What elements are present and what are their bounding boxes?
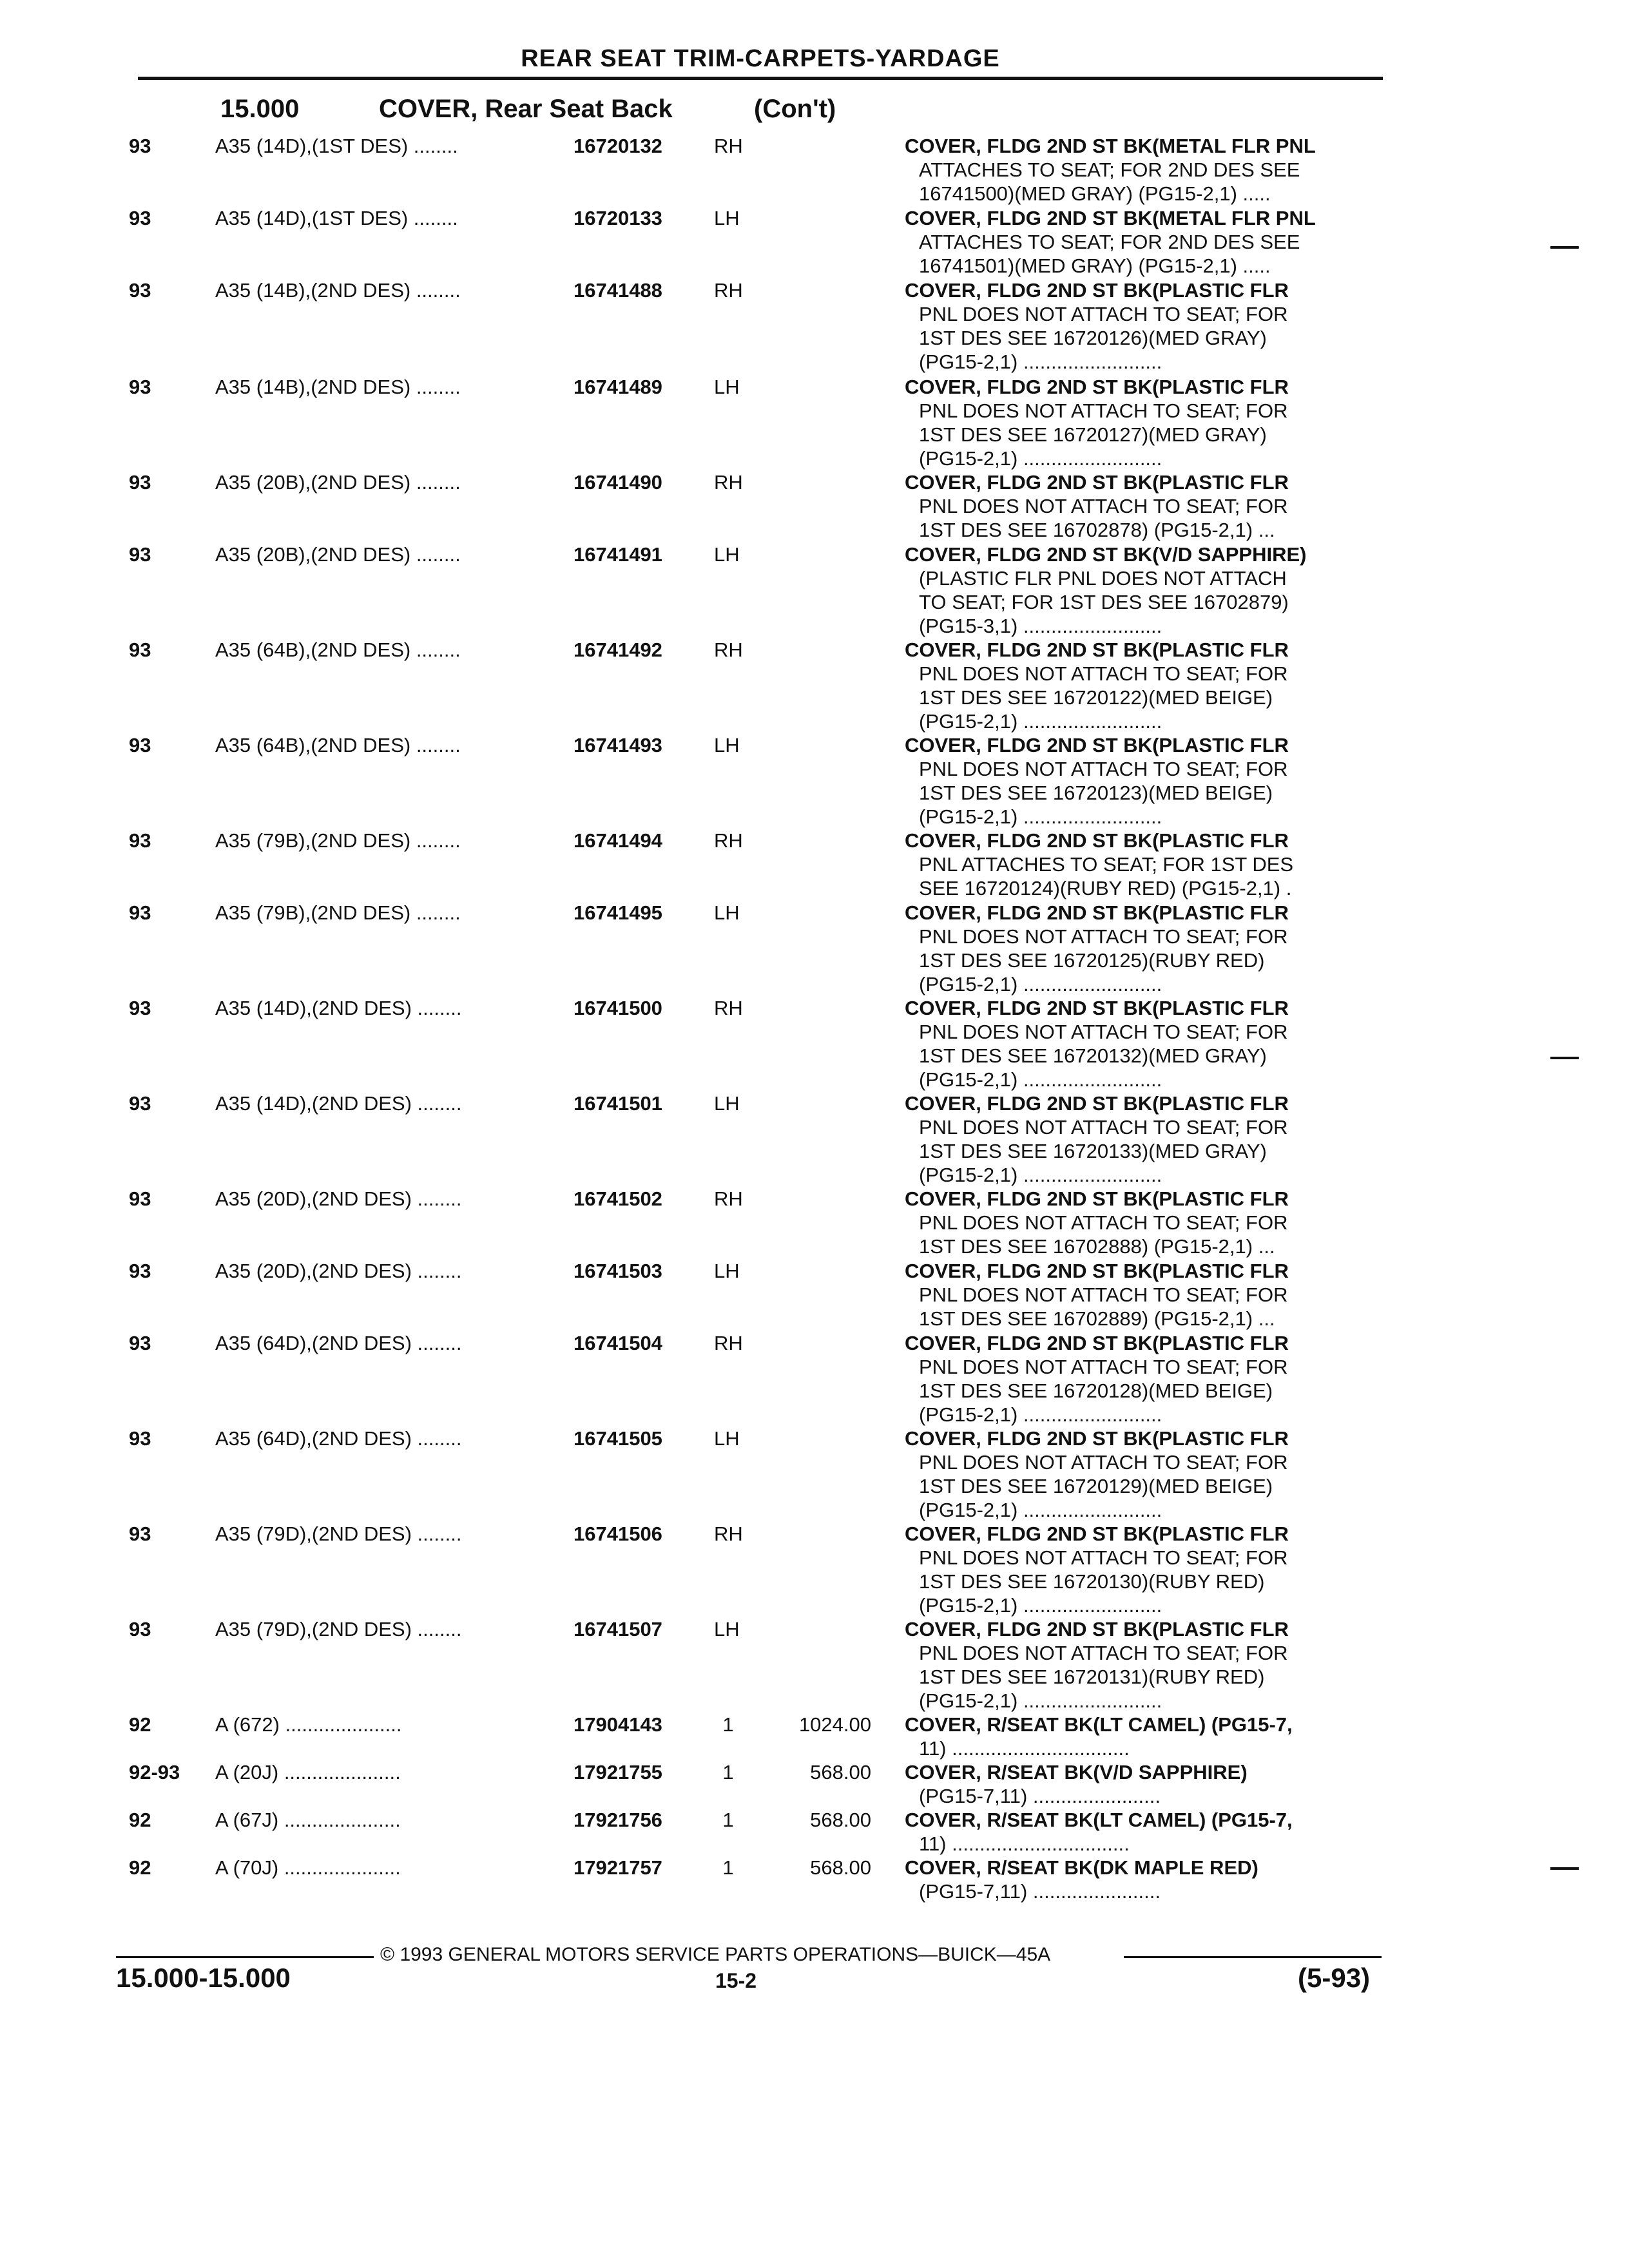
description-line: 1ST DES SEE 16720127)(MED GRAY) <box>919 423 1267 446</box>
model-year: 93 <box>129 1332 151 1354</box>
side-indicator: LH <box>714 543 740 566</box>
description-line: COVER, FLDG 2ND ST BK(METAL FLR PNL <box>905 135 1316 157</box>
model-code: A (20J) ..................... <box>215 1761 401 1783</box>
description-line: (PLASTIC FLR PNL DOES NOT ATTACH <box>919 567 1287 590</box>
description <box>905 1259 1382 1331</box>
model-year: 92 <box>129 1809 151 1831</box>
description <box>905 829 1382 900</box>
model-year: 93 <box>129 135 151 157</box>
description-line: (PG15-2,1) ......................... <box>919 973 1162 995</box>
description-line: PNL DOES NOT ATTACH TO SEAT; FOR <box>919 1451 1288 1474</box>
model-year: 93 <box>129 997 151 1019</box>
footer-date: (5-93) <box>1298 1963 1371 1993</box>
description-line: 1ST DES SEE 16720126)(MED GRAY) <box>919 327 1267 349</box>
model-code: A35 (14B),(2ND DES) ........ <box>215 376 461 398</box>
description-line: PNL DOES NOT ATTACH TO SEAT; FOR <box>919 495 1288 517</box>
footer-range: 15.000-15.000 <box>116 1963 291 1993</box>
model-code: A35 (79D),(2ND DES) ........ <box>215 1618 462 1640</box>
description-line: COVER, FLDG 2ND ST BK(PLASTIC FLR <box>905 279 1289 302</box>
description-line: PNL DOES NOT ATTACH TO SEAT; FOR <box>919 1211 1288 1234</box>
description-line: (PG15-2,1) ......................... <box>919 1164 1162 1186</box>
part-number: 16720133 <box>574 207 662 229</box>
description-line: (PG15-2,1) ......................... <box>919 1689 1162 1712</box>
footer-page-number: 15-2 <box>715 1969 757 1992</box>
side-indicator: RH <box>714 1187 743 1210</box>
quantity: 1 <box>722 1713 734 1736</box>
model-year: 93 <box>129 734 151 756</box>
model-code: A35 (64B),(2ND DES) ........ <box>215 734 461 756</box>
model-code: A35 (79B),(2ND DES) ........ <box>215 901 461 924</box>
side-indicator: RH <box>714 471 743 494</box>
model-year: 93 <box>129 1523 151 1545</box>
model-code: A35 (79B),(2ND DES) ........ <box>215 829 461 852</box>
description-line: (PG15-2,1) ......................... <box>919 1499 1162 1521</box>
quantity: 1 <box>722 1809 734 1831</box>
side-indicator: RH <box>714 829 743 852</box>
description <box>905 134 1382 206</box>
description-line: 11) ................................ <box>919 1737 1130 1760</box>
description <box>905 1856 1382 1903</box>
description-line: (PG15-2,1) ......................... <box>919 447 1162 470</box>
description-line: COVER, R/SEAT BK(DK MAPLE RED) <box>905 1856 1258 1879</box>
description <box>905 278 1382 374</box>
description-line: COVER, FLDG 2ND ST BK(PLASTIC FLR <box>905 901 1289 924</box>
model-year: 93 <box>129 471 151 494</box>
description-line: 11) ................................ <box>919 1832 1130 1855</box>
description-line: (PG15-2,1) ......................... <box>919 351 1162 373</box>
margin-tick <box>1550 246 1579 249</box>
part-number: 16741507 <box>574 1618 662 1640</box>
part-number: 16741503 <box>574 1260 662 1282</box>
part-number: 16741506 <box>574 1523 662 1545</box>
model-code: A35 (64D),(2ND DES) ........ <box>215 1427 462 1450</box>
side-indicator: RH <box>714 639 743 661</box>
description-line: (PG15-2,1) ......................... <box>919 1594 1162 1617</box>
part-number: 16741504 <box>574 1332 662 1354</box>
description-line: COVER, FLDG 2ND ST BK(PLASTIC FLR <box>905 1332 1289 1354</box>
model-year: 93 <box>129 901 151 924</box>
model-code: A35 (20D),(2ND DES) ........ <box>215 1260 462 1282</box>
model-year: 92-93 <box>129 1761 180 1783</box>
model-code: A (67J) ..................... <box>215 1809 401 1831</box>
description-line: COVER, FLDG 2ND ST BK(PLASTIC FLR <box>905 734 1289 756</box>
part-number: 16720132 <box>574 135 662 157</box>
description-line: 1ST DES SEE 16720129)(MED BEIGE) <box>919 1475 1273 1497</box>
part-number: 17921757 <box>574 1856 662 1879</box>
footer-rule-right <box>1124 1956 1382 1958</box>
side-indicator: RH <box>714 1523 743 1545</box>
description-line: (PG15-7,11) ....................... <box>919 1785 1161 1807</box>
model-year: 93 <box>129 639 151 661</box>
side-indicator: LH <box>714 734 740 756</box>
description-line: COVER, FLDG 2ND ST BK(PLASTIC FLR <box>905 1092 1289 1115</box>
description-line: 1ST DES SEE 16720133)(MED GRAY) <box>919 1140 1267 1162</box>
part-number: 17904143 <box>574 1713 662 1736</box>
description-line: 1ST DES SEE 16702888) (PG15-2,1) ... <box>919 1235 1275 1258</box>
description <box>905 543 1382 638</box>
description <box>905 1187 1382 1258</box>
description <box>905 733 1382 829</box>
description-line: COVER, FLDG 2ND ST BK(PLASTIC FLR <box>905 1618 1289 1640</box>
part-number: 16741493 <box>574 734 662 756</box>
model-year: 93 <box>129 279 151 302</box>
description-line: COVER, FLDG 2ND ST BK(PLASTIC FLR <box>905 997 1289 1019</box>
description-line: PNL DOES NOT ATTACH TO SEAT; FOR <box>919 399 1288 422</box>
model-code: A35 (20D),(2ND DES) ........ <box>215 1187 462 1210</box>
quantity: 1 <box>722 1761 734 1783</box>
description-line: 16741501)(MED GRAY) (PG15-2,1) ..... <box>919 255 1271 277</box>
description <box>905 470 1382 542</box>
description <box>905 1091 1382 1187</box>
side-indicator: RH <box>714 997 743 1019</box>
part-number: 16741494 <box>574 829 662 852</box>
description <box>905 1331 1382 1427</box>
description-line: (PG15-2,1) ......................... <box>919 1403 1162 1426</box>
model-year: 93 <box>129 207 151 229</box>
description-line: COVER, FLDG 2ND ST BK(PLASTIC FLR <box>905 1260 1289 1282</box>
description-line: COVER, FLDG 2ND ST BK(PLASTIC FLR <box>905 639 1289 661</box>
side-indicator: RH <box>714 279 743 302</box>
price: 568.00 <box>810 1856 871 1879</box>
part-number: 16741505 <box>574 1427 662 1450</box>
description-line: COVER, FLDG 2ND ST BK(PLASTIC FLR <box>905 1187 1289 1210</box>
model-year: 92 <box>129 1713 151 1736</box>
margin-tick <box>1550 1867 1579 1870</box>
description <box>905 901 1382 996</box>
description <box>905 1760 1382 1808</box>
side-indicator: LH <box>714 376 740 398</box>
description-line: (PG15-7,11) ....................... <box>919 1880 1161 1903</box>
footer-rule-left <box>116 1956 374 1958</box>
description-line: 1ST DES SEE 16702878) (PG15-2,1) ... <box>919 519 1275 541</box>
description-line: PNL DOES NOT ATTACH TO SEAT; FOR <box>919 1021 1288 1043</box>
part-number: 16741492 <box>574 639 662 661</box>
part-number: 16741491 <box>574 543 662 566</box>
description-line: COVER, FLDG 2ND ST BK(METAL FLR PNL <box>905 207 1316 229</box>
section-note: (Con't) <box>754 95 836 123</box>
side-indicator: LH <box>714 1427 740 1450</box>
part-number: 16741502 <box>574 1187 662 1210</box>
part-number: 17921755 <box>574 1761 662 1783</box>
description-line: SEE 16720124)(RUBY RED) (PG15-2,1) . <box>919 877 1292 899</box>
side-indicator: LH <box>714 901 740 924</box>
part-number: 16741489 <box>574 376 662 398</box>
description-line: 1ST DES SEE 16720131)(RUBY RED) <box>919 1666 1265 1688</box>
description-line: PNL DOES NOT ATTACH TO SEAT; FOR <box>919 1642 1288 1664</box>
description-line: TO SEAT; FOR 1ST DES SEE 16702879) <box>919 591 1289 613</box>
model-year: 93 <box>129 1618 151 1640</box>
model-code: A (672) ..................... <box>215 1713 402 1736</box>
model-code: A35 (14B),(2ND DES) ........ <box>215 279 461 302</box>
description <box>905 638 1382 733</box>
description-line: 16741500)(MED GRAY) (PG15-2,1) ..... <box>919 182 1271 205</box>
description-line: 1ST DES SEE 16720122)(MED BEIGE) <box>919 686 1273 709</box>
description-line: COVER, R/SEAT BK(LT CAMEL) (PG15-7, <box>905 1809 1293 1831</box>
description-line: PNL DOES NOT ATTACH TO SEAT; FOR <box>919 758 1288 780</box>
side-indicator: LH <box>714 1092 740 1115</box>
description-line: COVER, FLDG 2ND ST BK(PLASTIC FLR <box>905 829 1289 852</box>
model-year: 93 <box>129 829 151 852</box>
description-line: (PG15-3,1) ......................... <box>919 615 1162 637</box>
part-number: 16741501 <box>574 1092 662 1115</box>
model-code: A35 (14D),(1ST DES) ........ <box>215 135 458 157</box>
description-line: 1ST DES SEE 16720128)(MED BEIGE) <box>919 1379 1273 1402</box>
part-number: 16741490 <box>574 471 662 494</box>
quantity: 1 <box>722 1856 734 1879</box>
model-year: 93 <box>129 1260 151 1282</box>
description-line: 1ST DES SEE 16702889) (PG15-2,1) ... <box>919 1307 1275 1330</box>
model-code: A35 (14D),(2ND DES) ........ <box>215 997 462 1019</box>
description-line: PNL DOES NOT ATTACH TO SEAT; FOR <box>919 662 1288 685</box>
model-year: 93 <box>129 1092 151 1115</box>
description <box>905 1808 1382 1856</box>
side-indicator: LH <box>714 1260 740 1282</box>
model-code: A35 (20B),(2ND DES) ........ <box>215 543 461 566</box>
description-line: PNL DOES NOT ATTACH TO SEAT; FOR <box>919 1283 1288 1306</box>
price: 1024.00 <box>798 1713 871 1736</box>
margin-tick <box>1550 1057 1579 1059</box>
model-year: 92 <box>129 1856 151 1879</box>
description-line: COVER, R/SEAT BK(V/D SAPPHIRE) <box>905 1761 1248 1783</box>
description-line: COVER, FLDG 2ND ST BK(PLASTIC FLR <box>905 1523 1289 1545</box>
description-line: ATTACHES TO SEAT; FOR 2ND DES SEE <box>919 231 1300 253</box>
description-line: (PG15-2,1) ......................... <box>919 805 1162 828</box>
description-line: COVER, FLDG 2ND ST BK(PLASTIC FLR <box>905 471 1289 494</box>
description-line: (PG15-2,1) ......................... <box>919 1068 1162 1091</box>
description-line: 1ST DES SEE 16720125)(RUBY RED) <box>919 949 1265 972</box>
model-year: 93 <box>129 1427 151 1450</box>
section-name: COVER, Rear Seat Back <box>379 95 673 123</box>
model-code: A35 (79D),(2ND DES) ........ <box>215 1523 462 1545</box>
model-code: A35 (20B),(2ND DES) ........ <box>215 471 461 494</box>
page-title: REAR SEAT TRIM-CARPETS-YARDAGE <box>521 45 1000 72</box>
description-line: PNL DOES NOT ATTACH TO SEAT; FOR <box>919 925 1288 948</box>
description-line: (PG15-2,1) ......................... <box>919 710 1162 733</box>
part-number: 16741488 <box>574 279 662 302</box>
description-line: PNL DOES NOT ATTACH TO SEAT; FOR <box>919 1116 1288 1139</box>
model-code: A (70J) ..................... <box>215 1856 401 1879</box>
model-year: 93 <box>129 1187 151 1210</box>
model-code: A35 (14D),(2ND DES) ........ <box>215 1092 462 1115</box>
description-line: COVER, FLDG 2ND ST BK(PLASTIC FLR <box>905 1427 1289 1450</box>
description <box>905 375 1382 470</box>
description-line: PNL ATTACHES TO SEAT; FOR 1ST DES <box>919 853 1294 876</box>
section-number: 15.000 <box>220 95 300 123</box>
part-number: 17921756 <box>574 1809 662 1831</box>
description-line: ATTACHES TO SEAT; FOR 2ND DES SEE <box>919 159 1300 181</box>
footer-copyright: © 1993 GENERAL MOTORS SERVICE PARTS OPERATIONS—BUICK—45A <box>380 1944 1051 1965</box>
description <box>905 1617 1382 1713</box>
side-indicator: LH <box>714 207 740 229</box>
description-line: 1ST DES SEE 16720123)(MED BEIGE) <box>919 782 1273 804</box>
description <box>905 1713 1382 1760</box>
side-indicator: RH <box>714 1332 743 1354</box>
description-line: 1ST DES SEE 16720132)(MED GRAY) <box>919 1044 1267 1067</box>
description-line: COVER, FLDG 2ND ST BK(V/D SAPPHIRE) <box>905 543 1307 566</box>
side-indicator: RH <box>714 135 743 157</box>
description-line: 1ST DES SEE 16720130)(RUBY RED) <box>919 1570 1265 1593</box>
part-number: 16741500 <box>574 997 662 1019</box>
description-line: COVER, R/SEAT BK(LT CAMEL) (PG15-7, <box>905 1713 1293 1736</box>
part-number: 16741495 <box>574 901 662 924</box>
description <box>905 206 1382 278</box>
model-year: 93 <box>129 376 151 398</box>
model-code: A35 (14D),(1ST DES) ........ <box>215 207 458 229</box>
description <box>905 1522 1382 1617</box>
price: 568.00 <box>810 1809 871 1831</box>
side-indicator: LH <box>714 1618 740 1640</box>
description <box>905 996 1382 1091</box>
model-year: 93 <box>129 543 151 566</box>
model-code: A35 (64B),(2ND DES) ........ <box>215 639 461 661</box>
description <box>905 1427 1382 1522</box>
description-line: PNL DOES NOT ATTACH TO SEAT; FOR <box>919 1546 1288 1569</box>
price: 568.00 <box>810 1761 871 1783</box>
model-code: A35 (64D),(2ND DES) ........ <box>215 1332 462 1354</box>
description-line: PNL DOES NOT ATTACH TO SEAT; FOR <box>919 1356 1288 1378</box>
description-line: COVER, FLDG 2ND ST BK(PLASTIC FLR <box>905 376 1289 398</box>
description-line: PNL DOES NOT ATTACH TO SEAT; FOR <box>919 303 1288 325</box>
